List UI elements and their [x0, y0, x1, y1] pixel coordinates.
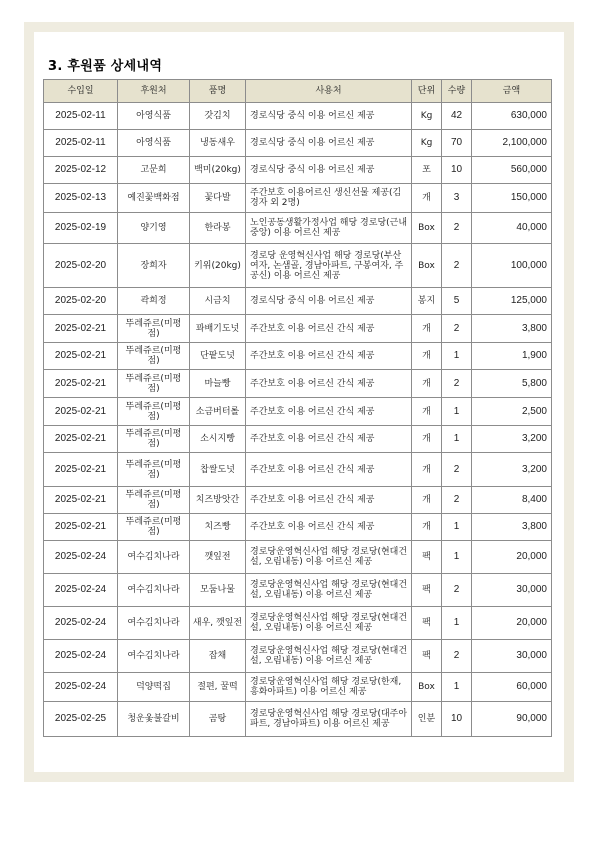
cell-unit: Box	[412, 244, 442, 288]
cell-amount: 30,000	[472, 640, 552, 673]
cell-amount: 2,100,000	[472, 130, 552, 157]
cell-date: 2025-02-12	[44, 157, 118, 184]
cell-donor: 장희자	[118, 244, 190, 288]
cell-donor: 뚜레쥬르(미평점)	[118, 398, 190, 426]
cell-unit: 개	[412, 370, 442, 398]
cell-unit: 개	[412, 315, 442, 343]
cell-donor: 뚜레쥬르(미평점)	[118, 487, 190, 514]
table-row	[44, 244, 552, 288]
cell-date: 2025-02-20	[44, 244, 118, 288]
cell-date: 2025-02-24	[44, 541, 118, 574]
cell-date: 2025-02-21	[44, 343, 118, 370]
cell-date: 2025-02-21	[44, 370, 118, 398]
cell-date: 2025-02-24	[44, 673, 118, 702]
cell-date: 2025-02-21	[44, 398, 118, 426]
cell-use: 주간보호 이용 어르신 간식 제공	[246, 398, 412, 426]
cell-unit: Box	[412, 673, 442, 702]
cell-qty: 5	[442, 288, 472, 315]
table-row	[44, 157, 552, 184]
cell-unit: 인분	[412, 702, 442, 737]
cell-item: 잡채	[190, 640, 246, 673]
cell-item: 키위(20kg)	[190, 244, 246, 288]
table-row	[44, 370, 552, 398]
cell-use: 경로식당 중식 이용 어르신 제공	[246, 288, 412, 315]
cell-item: 소금버터롤	[190, 398, 246, 426]
cell-amount: 3,200	[472, 426, 552, 453]
cell-qty: 1	[442, 514, 472, 541]
cell-amount: 60,000	[472, 673, 552, 702]
cell-item: 소시지빵	[190, 426, 246, 453]
cell-item: 찹쌀도넛	[190, 453, 246, 487]
cell-item: 곰탕	[190, 702, 246, 737]
cell-qty: 70	[442, 130, 472, 157]
cell-donor: 뚜레쥬르(미평점)	[118, 315, 190, 343]
cell-donor: 덕양떡집	[118, 673, 190, 702]
donation-table	[43, 79, 552, 737]
cell-unit: 개	[412, 184, 442, 213]
cell-item: 새우, 깻잎전	[190, 607, 246, 640]
cell-qty: 1	[442, 673, 472, 702]
cell-use: 경로당운영혁신사업 해당 경로당(현대건설, 오림내동) 이용 어르신 제공	[246, 541, 412, 574]
cell-item: 치즈방앗간	[190, 487, 246, 514]
cell-donor: 뚜레쥬르(미평점)	[118, 426, 190, 453]
cell-unit: 개	[412, 426, 442, 453]
cell-date: 2025-02-24	[44, 574, 118, 607]
table-row	[44, 288, 552, 315]
cell-amount: 3,800	[472, 315, 552, 343]
cell-unit: 팩	[412, 640, 442, 673]
cell-qty: 2	[442, 370, 472, 398]
cell-use: 경로당운영혁신사업 해당 경로당(한재,흥화아파트) 이용 어르신 제공	[246, 673, 412, 702]
cell-use: 경로당 운영혁신사업 해당 경로당(부산여자, 논샘골, 경남아파트, 구봉여자, 주공신) 이용 어르신 제공	[246, 244, 412, 288]
cell-qty: 2	[442, 640, 472, 673]
cell-date: 2025-02-20	[44, 288, 118, 315]
table-row	[44, 453, 552, 487]
cell-item: 한라봉	[190, 213, 246, 244]
cell-donor: 뚜레쥬르(미평점)	[118, 343, 190, 370]
cell-amount: 1,900	[472, 343, 552, 370]
cell-unit: Kg	[412, 103, 442, 130]
cell-unit: Box	[412, 213, 442, 244]
cell-item: 꽃다발	[190, 184, 246, 213]
cell-unit: 개	[412, 453, 442, 487]
table-row	[44, 426, 552, 453]
cell-amount: 20,000	[472, 607, 552, 640]
cell-amount: 3,200	[472, 453, 552, 487]
cell-use: 주간보호 이용 어르신 간식 제공	[246, 343, 412, 370]
cell-qty: 1	[442, 541, 472, 574]
cell-donor: 예진꽃백화점	[118, 184, 190, 213]
cell-item: 모둠나물	[190, 574, 246, 607]
table-row	[44, 103, 552, 130]
cell-qty: 10	[442, 702, 472, 737]
cell-item: 꽈배기도넛	[190, 315, 246, 343]
col-header-amount: 금액	[472, 80, 552, 103]
cell-qty: 2	[442, 574, 472, 607]
cell-donor: 여수김치나라	[118, 607, 190, 640]
cell-amount: 150,000	[472, 184, 552, 213]
table-row	[44, 673, 552, 702]
cell-qty: 2	[442, 453, 472, 487]
table-body	[44, 103, 552, 737]
cell-date: 2025-02-21	[44, 315, 118, 343]
cell-unit: 개	[412, 487, 442, 514]
cell-qty: 1	[442, 343, 472, 370]
cell-donor: 뚜레쥬르(미평점)	[118, 370, 190, 398]
cell-amount: 100,000	[472, 244, 552, 288]
cell-unit: 개	[412, 343, 442, 370]
section-title: 3. 후원품 상세내역	[48, 59, 163, 74]
cell-unit: 팩	[412, 607, 442, 640]
col-header-item: 품명	[190, 80, 246, 103]
cell-use: 경로식당 중식 이용 어르신 제공	[246, 157, 412, 184]
cell-item: 절편, 꿀떡	[190, 673, 246, 702]
cell-item: 냉동새우	[190, 130, 246, 157]
cell-amount: 125,000	[472, 288, 552, 315]
table-header-row	[44, 80, 552, 103]
table-row	[44, 343, 552, 370]
cell-use: 경로식당 중식 이용 어르신 제공	[246, 103, 412, 130]
table-row	[44, 574, 552, 607]
cell-unit: 팩	[412, 574, 442, 607]
cell-use: 주간보호 이용 어르신 간식 제공	[246, 315, 412, 343]
table-row	[44, 315, 552, 343]
cell-amount: 90,000	[472, 702, 552, 737]
table-row	[44, 541, 552, 574]
table-row	[44, 607, 552, 640]
cell-date: 2025-02-25	[44, 702, 118, 737]
cell-unit: 포	[412, 157, 442, 184]
table-row	[44, 130, 552, 157]
cell-donor: 곽희정	[118, 288, 190, 315]
cell-date: 2025-02-11	[44, 130, 118, 157]
col-header-donor: 후원처	[118, 80, 190, 103]
cell-date: 2025-02-21	[44, 487, 118, 514]
table-row	[44, 514, 552, 541]
table-row	[44, 702, 552, 737]
cell-donor: 여수김치나라	[118, 541, 190, 574]
cell-donor: 청운옻불갈비	[118, 702, 190, 737]
cell-use: 노인공동생활가정사업 해당 경로당(근내중앙) 이용 어르신 제공	[246, 213, 412, 244]
cell-item: 마늘빵	[190, 370, 246, 398]
cell-unit: Kg	[412, 130, 442, 157]
cell-use: 경로당운영혁신사업 해당 경로당(현대건설, 오림내동) 이용 어르신 제공	[246, 574, 412, 607]
cell-qty: 42	[442, 103, 472, 130]
table-row	[44, 213, 552, 244]
col-header-unit: 단위	[412, 80, 442, 103]
col-header-date: 수입일	[44, 80, 118, 103]
cell-date: 2025-02-19	[44, 213, 118, 244]
cell-item: 시금치	[190, 288, 246, 315]
table-row	[44, 487, 552, 514]
cell-amount: 8,400	[472, 487, 552, 514]
cell-item: 백미(20kg)	[190, 157, 246, 184]
cell-use: 경로당운영혁신사업 해당 경로당(현대건설, 오림내동) 이용 어르신 제공	[246, 607, 412, 640]
cell-item: 갓김치	[190, 103, 246, 130]
cell-amount: 40,000	[472, 213, 552, 244]
cell-unit: 개	[412, 398, 442, 426]
cell-amount: 2,500	[472, 398, 552, 426]
cell-date: 2025-02-21	[44, 426, 118, 453]
cell-amount: 560,000	[472, 157, 552, 184]
cell-donor: 뚜레쥬르(미평점)	[118, 514, 190, 541]
cell-unit: 팩	[412, 541, 442, 574]
cell-date: 2025-02-21	[44, 453, 118, 487]
cell-qty: 1	[442, 426, 472, 453]
cell-amount: 3,800	[472, 514, 552, 541]
cell-qty: 2	[442, 244, 472, 288]
cell-item: 단팥도넛	[190, 343, 246, 370]
cell-donor: 여수김치나라	[118, 574, 190, 607]
cell-unit: 봉지	[412, 288, 442, 315]
cell-qty: 1	[442, 398, 472, 426]
cell-date: 2025-02-24	[44, 607, 118, 640]
table-row	[44, 640, 552, 673]
cell-use: 경로당운영혁신사업 해당 경로당(대주아파트, 경남아파트) 이용 어르신 제공	[246, 702, 412, 737]
cell-donor: 양기영	[118, 213, 190, 244]
cell-donor: 아영식품	[118, 130, 190, 157]
cell-item: 치즈빵	[190, 514, 246, 541]
cell-use: 주간보호 이용 어르신 간식 제공	[246, 370, 412, 398]
cell-qty: 3	[442, 184, 472, 213]
col-header-qty: 수량	[442, 80, 472, 103]
cell-donor: 고문희	[118, 157, 190, 184]
cell-use: 주간보호 이용어르신 생신선물 제공(김경자 외 2명)	[246, 184, 412, 213]
cell-date: 2025-02-11	[44, 103, 118, 130]
cell-qty: 1	[442, 607, 472, 640]
cell-amount: 630,000	[472, 103, 552, 130]
table-row	[44, 184, 552, 213]
cell-qty: 2	[442, 213, 472, 244]
cell-amount: 20,000	[472, 541, 552, 574]
cell-use: 주간보호 이용 어르신 간식 제공	[246, 453, 412, 487]
cell-unit: 개	[412, 514, 442, 541]
cell-donor: 뚜레쥬르(미평점)	[118, 453, 190, 487]
cell-date: 2025-02-24	[44, 640, 118, 673]
cell-use: 주간보호 이용 어르신 간식 제공	[246, 426, 412, 453]
cell-use: 경로당운영혁신사업 해당 경로당(현대건설, 오림내동) 이용 어르신 제공	[246, 640, 412, 673]
col-header-use: 사용처	[246, 80, 412, 103]
cell-use: 주간보호 이용 어르신 간식 제공	[246, 487, 412, 514]
cell-qty: 2	[442, 487, 472, 514]
cell-qty: 10	[442, 157, 472, 184]
cell-use: 경로식당 중식 이용 어르신 제공	[246, 130, 412, 157]
cell-amount: 30,000	[472, 574, 552, 607]
cell-date: 2025-02-21	[44, 514, 118, 541]
cell-donor: 아영식품	[118, 103, 190, 130]
table-row	[44, 398, 552, 426]
cell-date: 2025-02-13	[44, 184, 118, 213]
cell-item: 깻잎전	[190, 541, 246, 574]
cell-donor: 여수김치나라	[118, 640, 190, 673]
cell-amount: 5,800	[472, 370, 552, 398]
cell-qty: 2	[442, 315, 472, 343]
cell-use: 주간보호 이용 어르신 간식 제공	[246, 514, 412, 541]
